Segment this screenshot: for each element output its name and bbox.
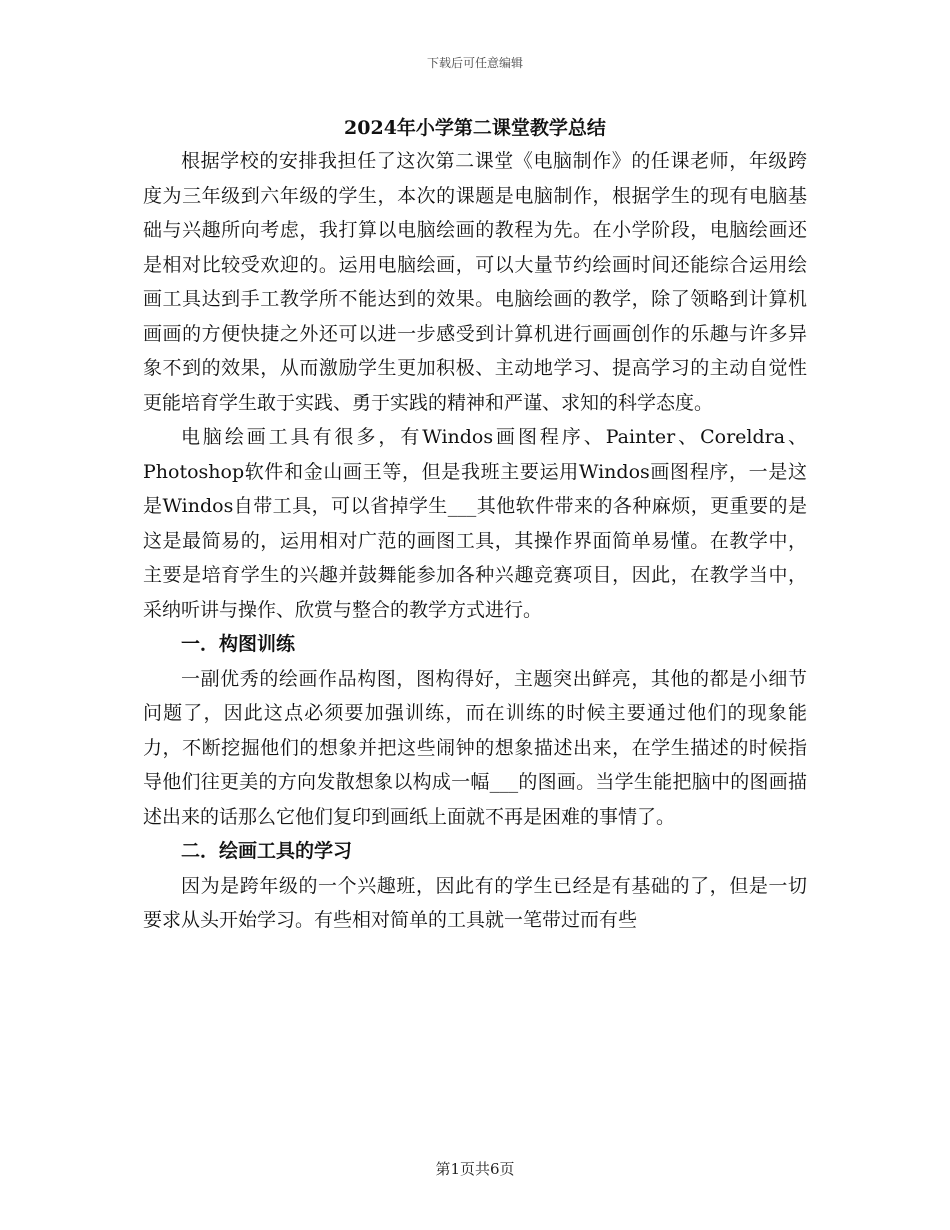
- document-title: 2024年小学第二课堂教学总结: [344, 117, 606, 139]
- page-header-note: 下载后可任意编辑: [426, 56, 523, 70]
- section-heading-composition: 一．构图训练: [181, 633, 296, 655]
- document-body: [143, 144, 807, 938]
- paragraph-composition: 一副优秀的绘画作品构图，图构得好，主题突出鲜亮，其他的都是小细节问题了，因此这点必须要加强训练，而在训练的时候主要通过他们的现象能力，不断挖掘他们的想象并把这些闹钟的想象描述出来，在学生描述的时候指导他们往更美的方向发散想象以构成一幅___的图画。当学生能把脑中的图画描述出来的话那么它他们复印到画纸上面就不再是困难的事情了。: [143, 667, 807, 828]
- paragraph-drawing-tools: 因为是跨年级的一个兴趣班，因此有的学生已经是有基础的了，但是一切要求从头开始学习。有些相对简单的工具就一笔带过而有些: [143, 874, 807, 931]
- section-heading-drawing-tools: 二．绘画工具的学习: [181, 840, 353, 862]
- paragraph-tools: 电脑绘画工具有很多，有Windos画图程序、Painter、Coreldra、Photoshop软件和金山画王等，但是我班主要运用Windos画图程序，一是这是Windos自带工具，可以省掉学生___其他软件带来的各种麻烦，更重要的是这是最简易的，运用相对广范的画图工具，其操作界面简单易懂。在教学中，主要是培育学生的兴趣并鼓舞能参加各种兴趣竞赛项目，因此，在教学当中，采纳听讲与操作、欣赏与整合的教学方式进行。: [143, 426, 807, 621]
- paragraph-intro: 根据学校的安排我担任了这次第二课堂《电脑制作》的任课老师，年级跨度为三年级到六年级的学生，本次的课题是电脑制作，根据学生的现有电脑基础与兴趣所向考虑，我打算以电脑绘画的教程为先。在小学阶段，电脑绘画还是相对比较受欢迎的。运用电脑绘画，可以大量节约绘画时间还能综合运用绘画工具达到手工教学所不能达到的效果。电脑绘画的教学，除了领略到计算机画画的方便快捷之外还可以进一步感受到计算机进行画画创作的乐趣与许多异象不到的效果，从而激励学生更加积极、主动地学习、提高学习的主动自觉性更能培育学生敢于实践、勇于实践的精神和严谨、求知的科学态度。: [143, 150, 807, 414]
- page-number: 第1页共6页: [435, 1160, 515, 1178]
